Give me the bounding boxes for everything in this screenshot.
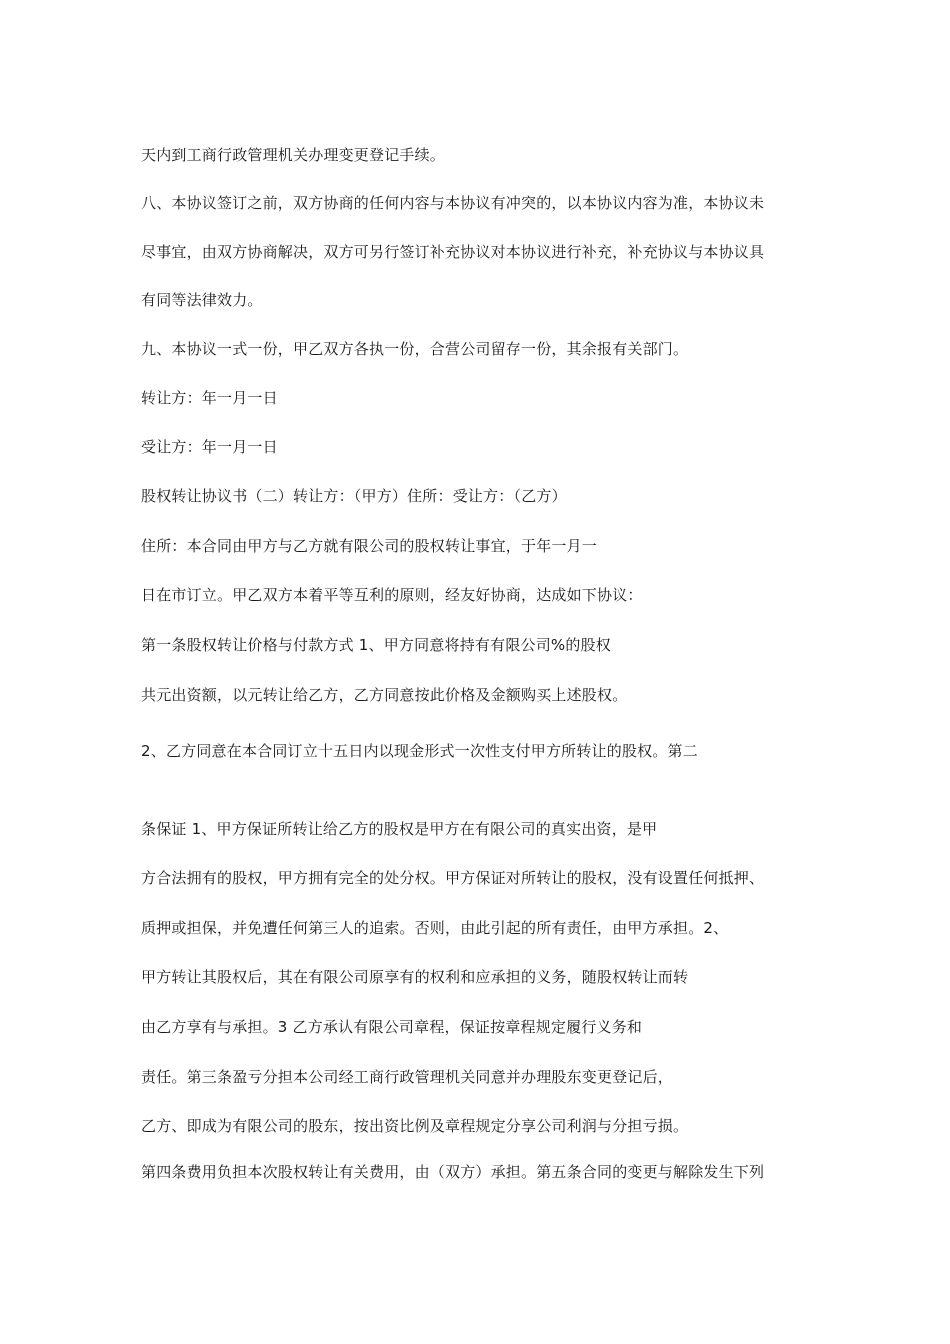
text-line: 共元出资额，以元转让给乙方，乙方同意按此价格及金额购买上述股权。 [141,686,628,704]
text-line: 九、本协议一式一份，甲乙双方各执一份，合营公司留存一份，其余报有关部门。 [141,340,689,358]
text-line: 乙方、即成为有限公司的股东，按出资比例及章程规定分享公司利润与分担亏损。 [141,1117,689,1135]
text-line: 2、乙方同意在本合同订立十五日内以现金形式一次性支付甲方所转让的股权。第二 [141,742,698,760]
text-line: 住所：本合同由甲方与乙方就有限公司的股权转让事宜，于年一月一 [141,537,598,555]
text-line: 股权转让协议书（二）转让方：（甲方）住所：受让方：（乙方） [141,487,567,505]
text-line: 条保证 1、甲方保证所转让给乙方的股权是甲方在有限公司的真实出资，是甲 [141,820,658,838]
text-line: 受让方：年一月一日 [141,438,278,456]
text-line: 日在市订立。甲乙双方本着平等互利的原则，经友好协商，达成如下协议： [141,586,643,604]
text-line: 八、本协议签订之前，双方协商的任何内容与本协议有冲突的，以本协议内容为准，本协议未 [141,194,765,212]
text-line: 方合法拥有的股权，甲方拥有完全的处分权。甲方保证对所转让的股权，没有设置任何抵押、 [141,869,765,887]
text-line: 第四条费用负担本次股权转让有关费用，由（双方）承担。第五条合同的变更与解除发生下列 [141,1163,765,1181]
text-line: 甲方转让其股权后，其在有限公司原享有的权利和应承担的义务，随股权转让而转 [141,968,689,986]
text-line: 由乙方享有与承担。3 乙方承认有限公司章程，保证按章程规定履行义务和 [141,1018,643,1036]
text-line: 质押或担保，并免遭任何第三人的追索。否则，由此引起的所有责任，由甲方承担。2、 [141,919,729,937]
text-line: 第一条股权转让价格与付款方式 1、甲方同意将持有有限公司%的股权 [141,636,611,654]
text-line: 有同等法律效力。 [141,291,263,309]
text-line: 尽事宜，由双方协商解决，双方可另行签订补充协议对本协议进行补充，补充协议与本协议具 [141,243,765,261]
text-line: 转让方：年一月一日 [141,389,278,407]
text-line: 天内到工商行政管理机关办理变更登记手续。 [141,146,446,164]
text-line: 责任。第三条盈亏分担本公司经工商行政管理机关同意并办理股东变更登记后， [141,1068,674,1086]
